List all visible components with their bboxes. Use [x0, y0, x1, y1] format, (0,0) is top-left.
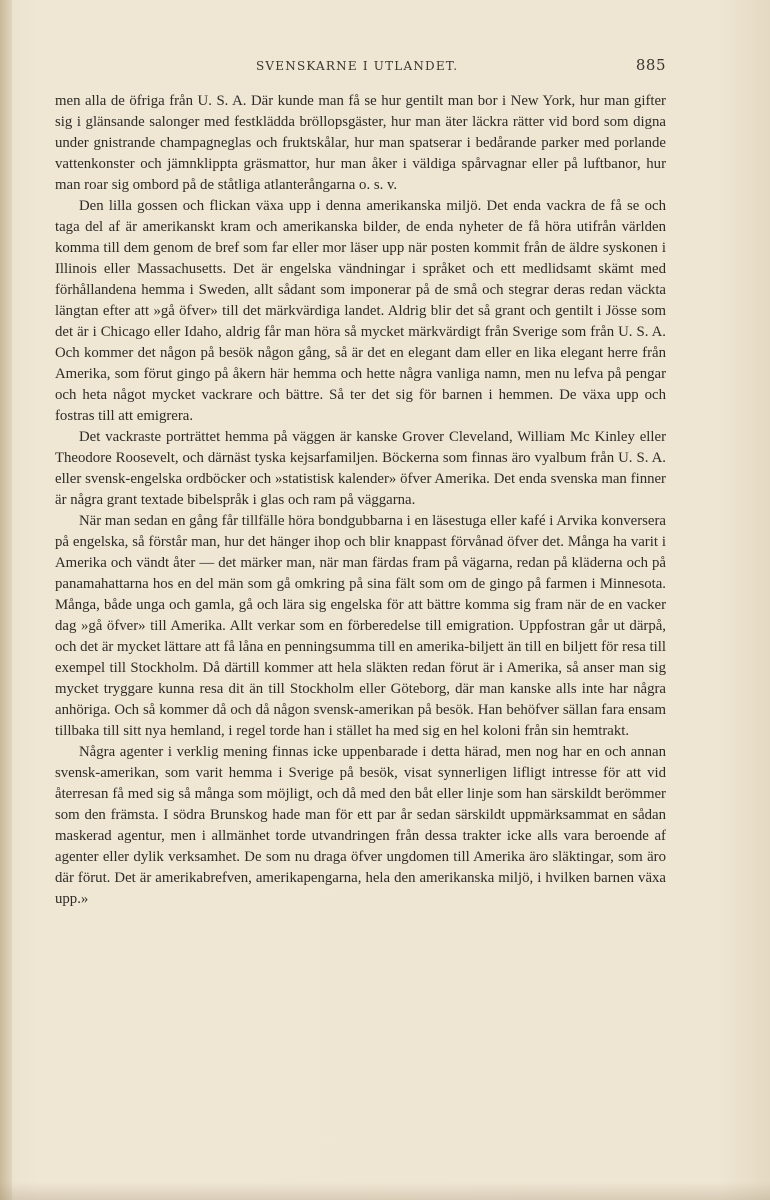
paragraph: Några agenter i verklig mening finnas icke uppenbarade i detta härad, men nog har en och annan svensk-amerikan, som varit hemma i Sverige på besök, visat synnerligen lifligt intresse för att vid återresan få med sig så många som möjligt, och då med den båt eller linje som han särskildt berömmer som den främsta. I södra Brunskog hade man för ett par år sedan särskildt uppmärksammat en sådan maskerad agentur, men i allmänhet torde utvandringen från dessa trakter icke alls vara beroende af agenter eller dylik verksamhet. De som nu draga öfver ungdomen till Amerika äro släktingar, som äro där förut. Det är amerikabrefven, amerikapengarna, hela den amerikanska miljö, i hvilken barnen växa upp.» — [55, 744, 666, 907]
running-head: SVENSKARNE I UTLANDET. — [256, 59, 459, 73]
paragraph: Den lilla gossen och flickan växa upp i denna amerikanska miljö. Det enda vackra de få se och taga del af är amerikanskt kram och amerikanska bilder, de enda nyheter de få höra utifrån världen komma till dem genom de bref som far eller mor läser upp när posten kommit från de äldre syskonen i Illinois eller Massachusetts. Det är engelska vändningar i språket och ett medlidsamt skämt med förhållandena hemma i Sweden, allt sådant som imponerar på de små och stegrar deras redan väckta längtan efter att »gå öfver» till det märkvärdiga landet. Aldrig blir det så grant och gentilt i Jösse som det är i Chicago eller Idaho, aldrig får man höra så mycket märkvärdigt från Sverige som från U. S. A. Och kommer det någon på besök någon gång, så är det en elegant dam eller en lika elegant herre från Amerika, som förut gingo på åkern här hemma och hette några vanliga namn, men nu lefva på pengar och heta något mycket vackrare och bättre. Så ter det sig för barnen i hemmen. De växa upp och fostras till att emigrera. — [55, 198, 666, 424]
paragraph: När man sedan en gång får tillfälle höra bondgubbarna i en läsestuga eller kafé i Arvika konversera på engelska, så förstår man, hur det hänger ihop och blir knappast förvånad öfver det. Många ha varit i Amerika och vändt åter — det märker man, när man färdas fram på vägarna, redan på kläderna och på panamahattarna hos en del män som gå omkring på sina fält som om de gingo på farmen i Minnesota. Många, både unga och gamla, gå och lära sig engelska för att bättre komma sig fram när de en vacker dag »gå öfver» till Amerika. Allt verkar som en förberedelse till emigration. Uppfostran går ut därpå, och det är mycket lättare att få låna en penningsumma till en amerika-biljett än till en biljett för resa till exempel till Stockholm. Då därtill kommer att hela släkten redan förut är i Amerika, så anser man sig mycket tryggare kunna resa dit än till Stockholm eller Göteborg, där man kanske alls inte har några anhöriga. Och så kommer då och då någon svensk-amerikan på besök. Han behöfver sällan fara ensam tillbaka till sitt nya hemland, i regel torde han i stället ha med sig en hel koloni från sin hemtrakt. — [55, 513, 666, 739]
paragraph: men alla de öfriga från U. S. A. Där kunde man få se hur gentilt man bor i New York, hur man gifter sig i glänsande salonger med festklädda bröllopsgäster, hur man äter läckra rätter vid bord som digna under gnistrande champagneglas och fruktskålar, hur man spatserar i bedårande parker med porlande vattenkonster och jämnklippta gräsmattor, hur man åker i väldiga spårvagnar eller på luftbanor, hur man roar sig ombord på de ståtliga atlanterångarna o. s. v. — [55, 93, 666, 193]
body-text — [55, 91, 666, 910]
paragraph: Det vackraste porträttet hemma på väggen är kanske Grover Cleveland, William Mc Kinley eller Theodore Roosevelt, och därnäst tyska kejsarfamiljen. Böckerna som finnas äro vyalbum från U. S. A. eller svensk-engelska ordböcker och »statistisk kalender» öfver Amerika. Det enda svenska man finner är några grant textade bibelspråk i glas och ram på väggarna. — [55, 429, 666, 508]
page-bottom-edge — [0, 1182, 770, 1200]
book-spine-shadow — [0, 0, 12, 1200]
page-number: 885 — [635, 56, 666, 74]
